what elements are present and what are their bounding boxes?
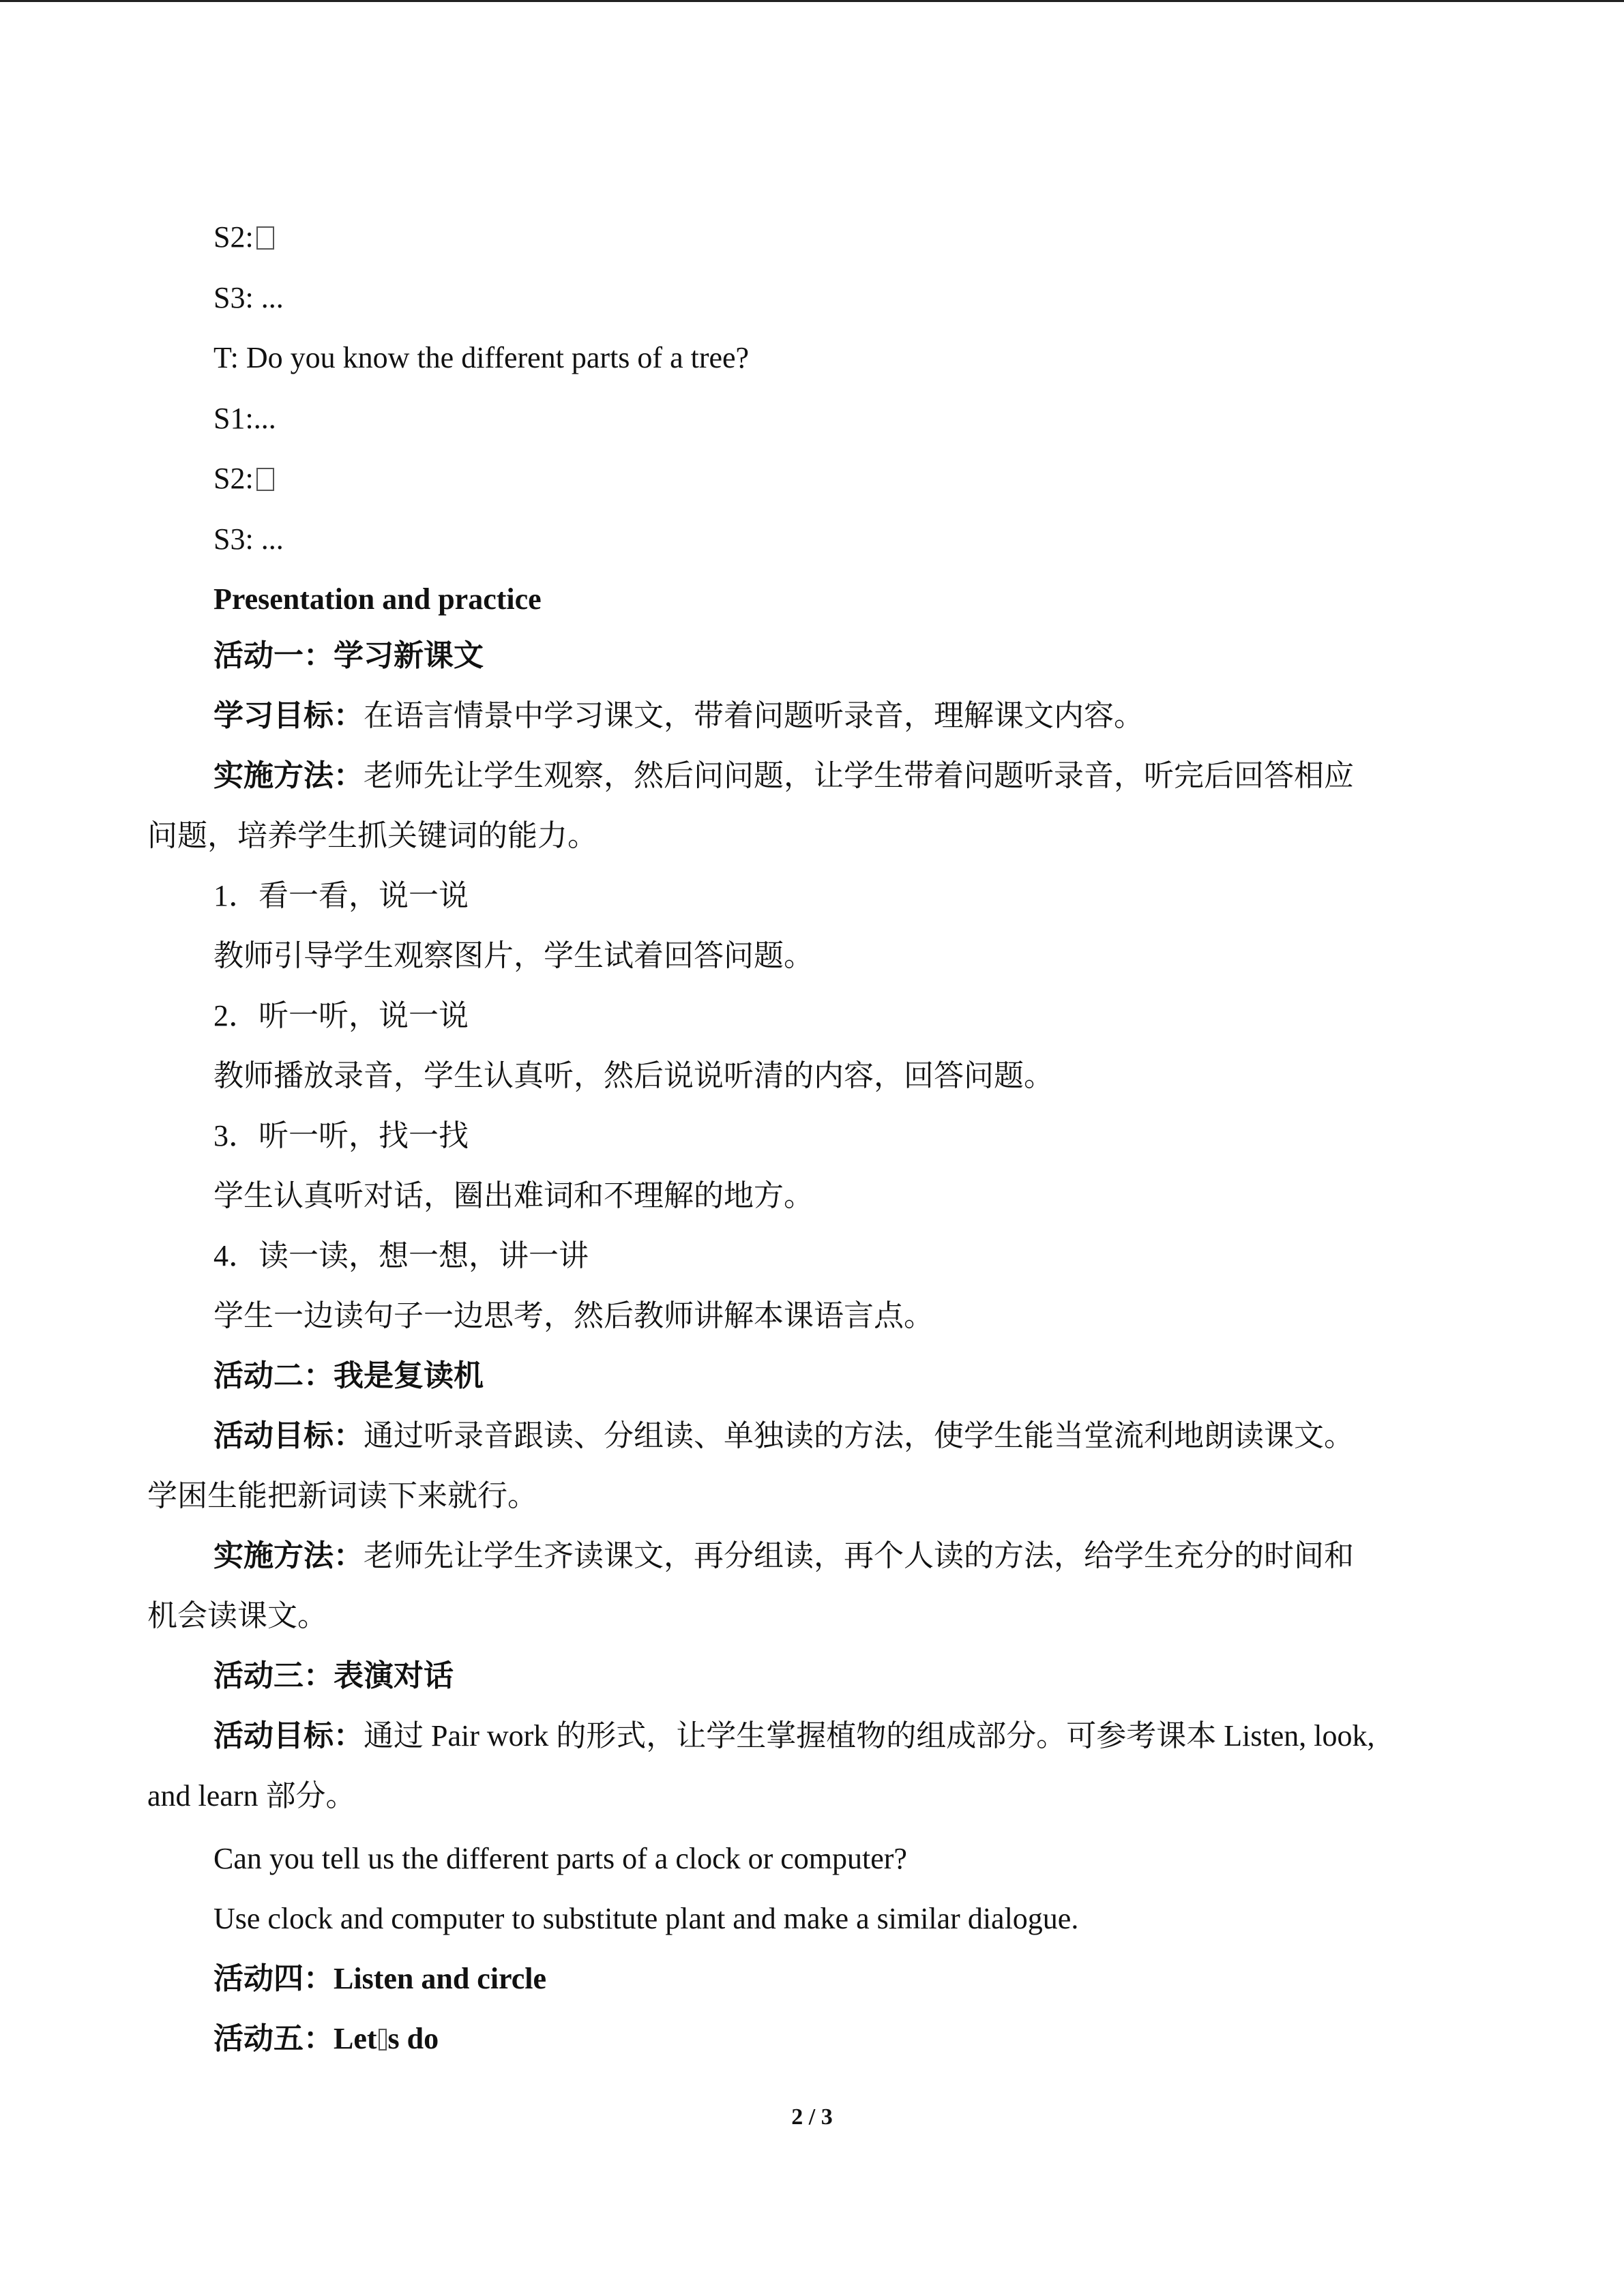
activity-three-goal: 活动目标：通过 Pair work 的形式，让学生掌握植物的组成部分。可参考课本 Listen, look, [213, 1719, 1375, 1753]
step-two-title: 2．听一听，说一说 [213, 999, 469, 1032]
dialogue-line-s3-second: S3: ... [213, 522, 284, 556]
activity-two-method: 实施方法：老师先让学生齐读课文，再分组读，再个人读的方法，给学生充分的时间和 [213, 1539, 1354, 1572]
activity-one-goal: 学习目标：在语言情景中学习课文，带着问题听录音，理解课文内容。 [213, 699, 1144, 732]
activity-one-method: 实施方法：老师先让学生观察，然后问问题，让学生带着问题听录音，听完后回答相应 [213, 759, 1354, 792]
activity-four-heading: 活动四：Listen and circle [213, 1962, 547, 1995]
activity-five-heading: 活动五：Let s do [213, 2022, 439, 2055]
activity-three-goal-cont: and learn 部分。 [147, 1779, 356, 1813]
missing-apostrophe-glyph [379, 2029, 387, 2051]
activity-two-goal: 活动目标：通过听录音跟读、分组读、单独读的方法，使学生能当堂流利地朗读课文。 [213, 1419, 1354, 1452]
page-number: 2 / 3 [791, 2104, 833, 2130]
step-four-title: 4．读一读，想一想，讲一讲 [213, 1239, 589, 1272]
dialogue-line-teacher: T: Do you know the different parts of a tree? [213, 341, 750, 374]
step-three-title: 3．听一听，找一找 [213, 1119, 469, 1152]
activity-three-heading: 活动三：表演对话 [213, 1659, 454, 1693]
step-three-text: 学生认真听对话，圈出难词和不理解的地方。 [213, 1179, 814, 1212]
section-heading-presentation: Presentation and practice [213, 582, 542, 616]
activity-two-heading: 活动二：我是复读机 [213, 1359, 484, 1392]
dialogue-line-s1: S1:... [213, 402, 276, 435]
activity-one-method-cont: 问题，培养学生抓关键词的能力。 [147, 819, 597, 852]
dialogue-line-s2: S2: [213, 217, 274, 258]
dialogue-line-s2-second: S2: [213, 458, 274, 499]
activity-one-heading: 活动一：学习新课文 [213, 639, 484, 672]
missing-glyph-box [256, 226, 274, 250]
activity-two-method-cont: 机会读课文。 [147, 1599, 327, 1632]
activity-three-question: Can you tell us the different parts of a clock or computer? [213, 1842, 907, 1875]
dialogue-line-s3: S3: ... [213, 281, 284, 314]
activity-two-goal-cont: 学困生能把新词读下来就行。 [147, 1479, 537, 1512]
activity-three-instruction: Use clock and computer to substitute plant and make a similar dialogue. [213, 1902, 1079, 1935]
step-four-text: 学生一边读句子一边思考，然后教师讲解本课语言点。 [213, 1299, 934, 1332]
step-one-title: 1．看一看，说一说 [213, 879, 469, 912]
step-two-text: 教师播放录音，学生认真听，然后说说听清的内容，回答问题。 [213, 1059, 1054, 1092]
missing-glyph-box [256, 468, 274, 491]
step-one-text: 教师引导学生观察图片，学生试着回答问题。 [213, 939, 814, 972]
